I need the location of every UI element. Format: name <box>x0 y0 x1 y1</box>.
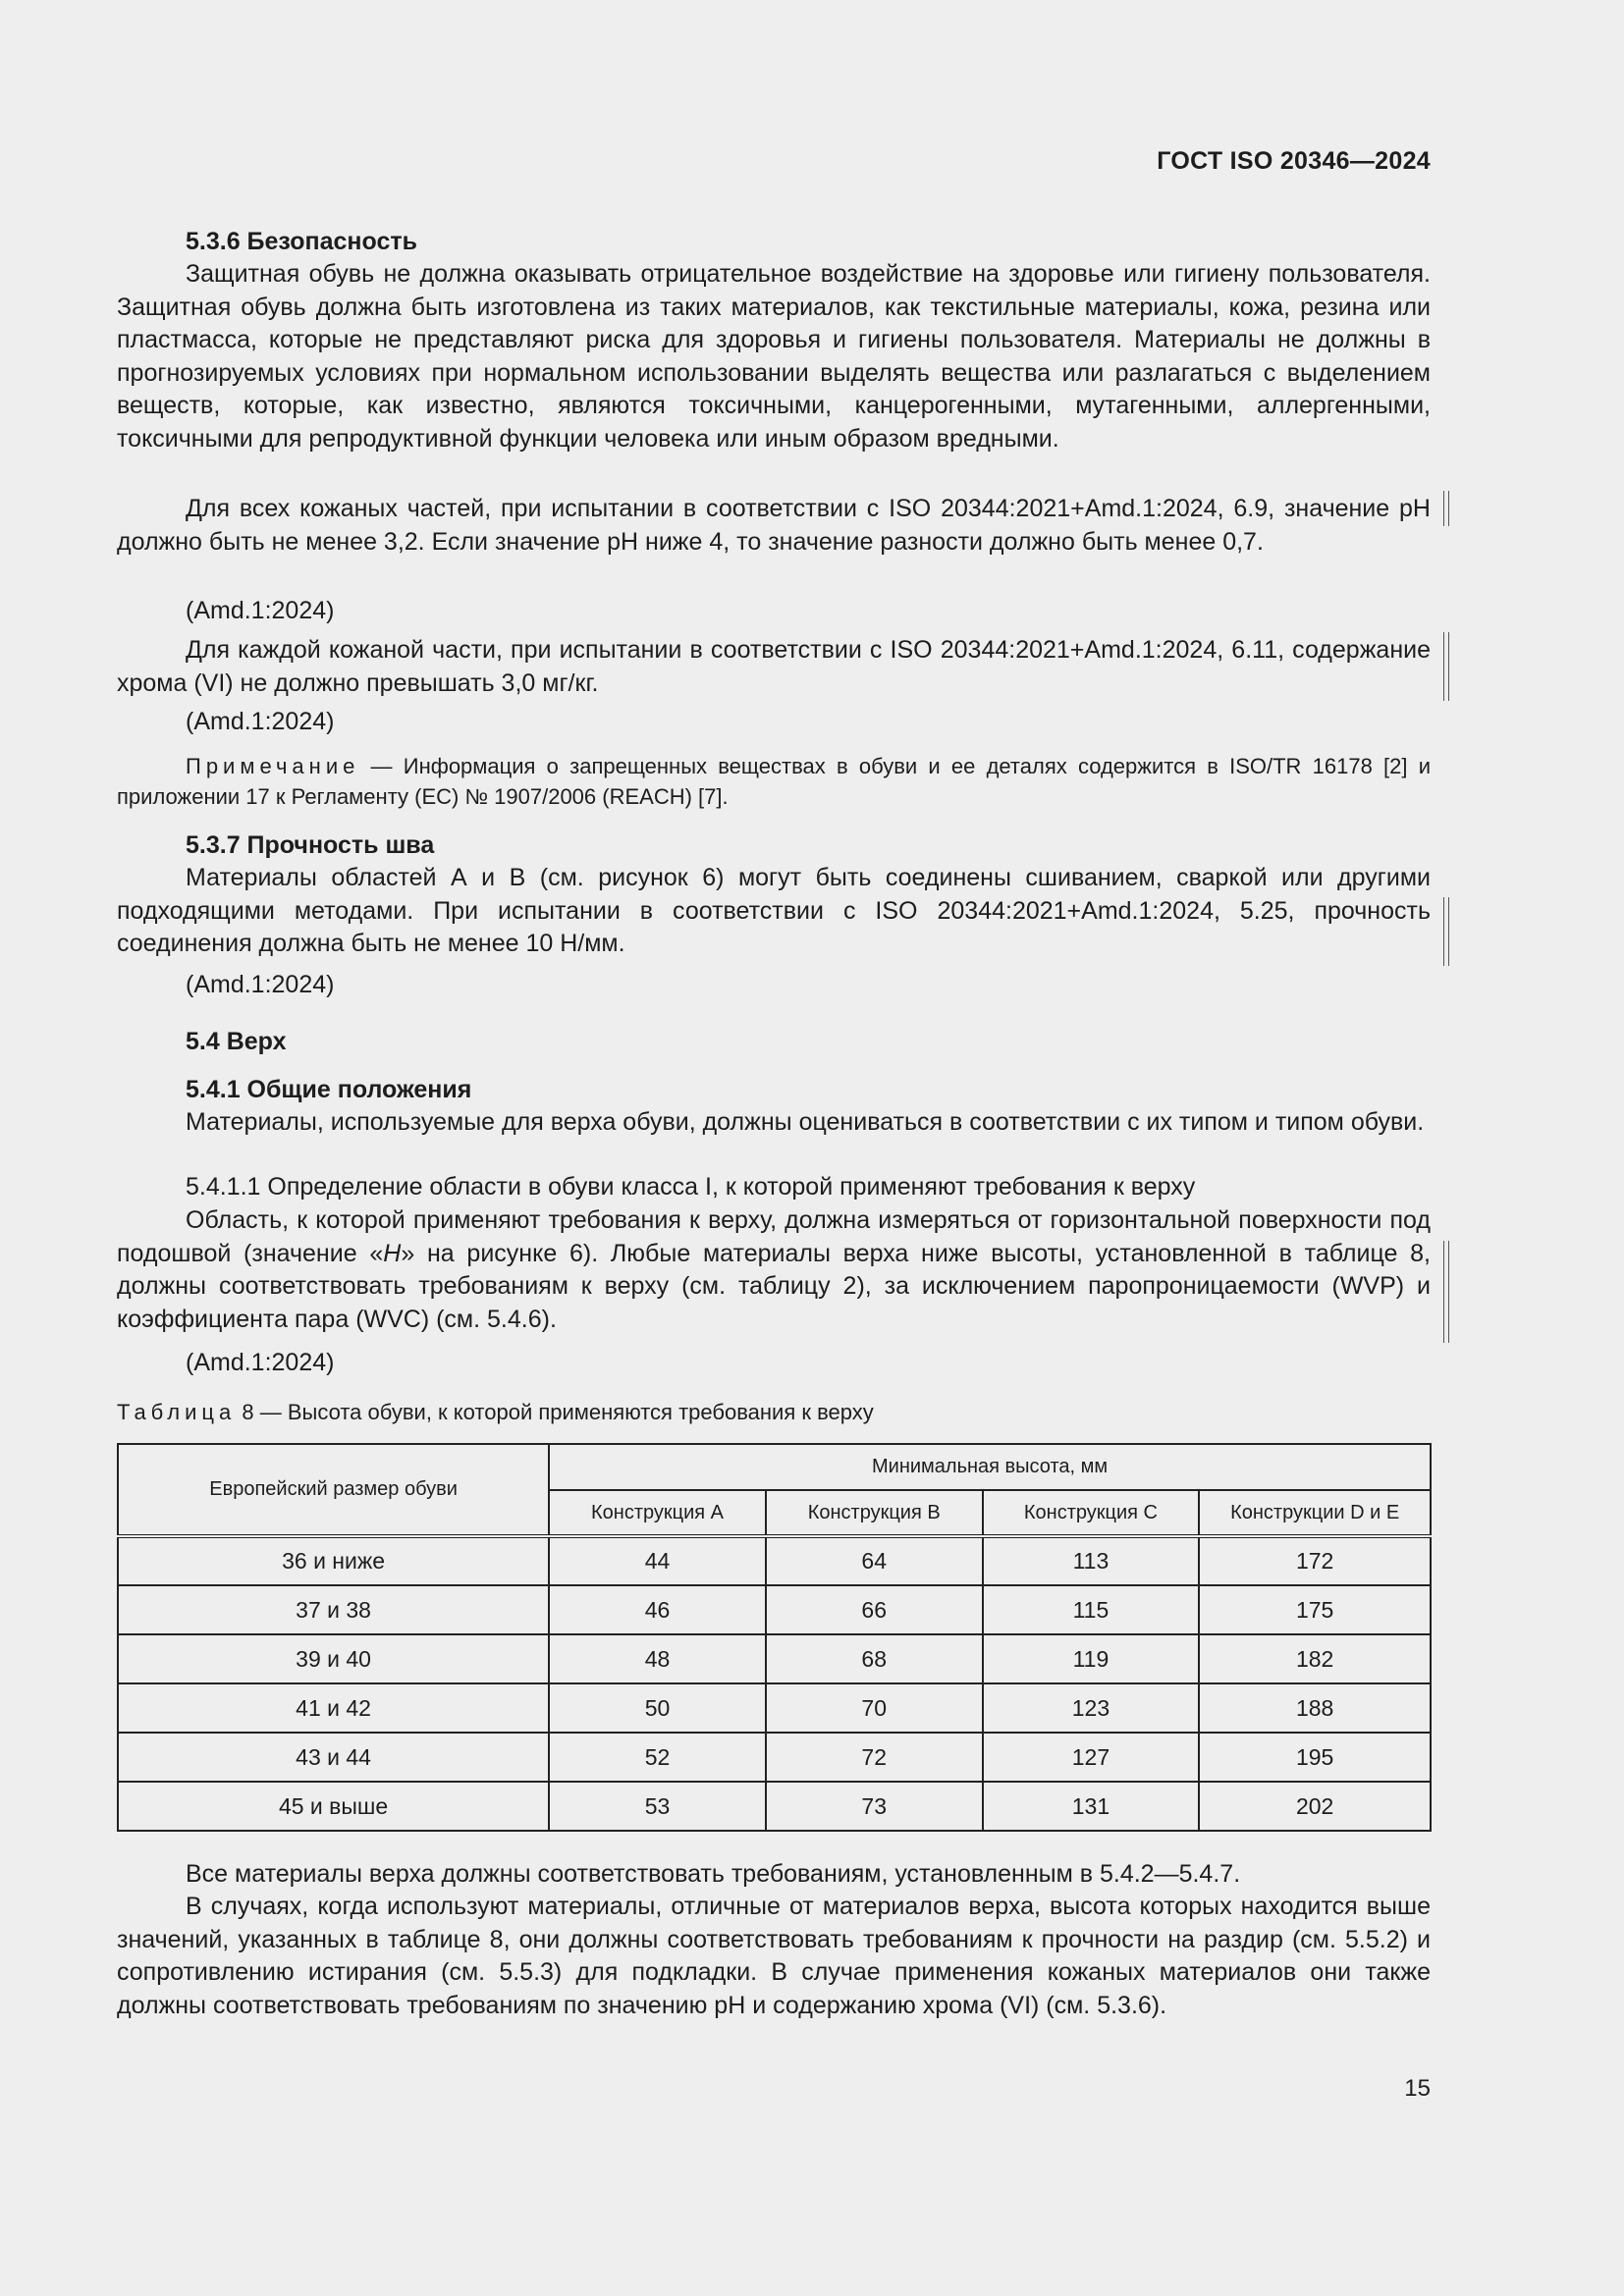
table-cell: 175 <box>1199 1585 1431 1634</box>
paragraph-upper-requirements: Все материалы верха должны соответствовать требованиям, установленным в 5.4.2—5.4.7. <box>186 1860 1241 1888</box>
table-row <box>118 1733 1431 1782</box>
column-header-construction-de: Конструкции D и E <box>1199 1490 1431 1536</box>
table-cell: 115 <box>983 1585 1200 1634</box>
table-cell: 48 <box>549 1634 766 1683</box>
table-row <box>118 1634 1431 1683</box>
table-cell: 66 <box>766 1585 983 1634</box>
table-cell: 70 <box>766 1683 983 1733</box>
page-number: 15 <box>1404 2075 1431 2102</box>
table-cell: 41 и 42 <box>118 1683 549 1733</box>
table-cell: 39 и 40 <box>118 1634 549 1683</box>
column-header-construction-c: Конструкция С <box>983 1490 1200 1536</box>
paragraph-chromium: Для каждой кожаной части, при испытании в соответствии с ISO 20344:2021+Amd.1:2024, 6.11, содержание хрома (VI) не должно превышать 3,0 мг/кг. <box>117 636 1431 697</box>
table-row <box>118 1536 1431 1585</box>
table-cell: 119 <box>983 1634 1200 1683</box>
paragraph-upper-materials: Материалы, используемые для верха обуви, должны оцениваться в соответствии с их типом и типом обуви. <box>186 1108 1425 1136</box>
paragraph-area-measurement: Область, к которой применяют требования к верху, должна измеряться от горизонтальной поверхности под подошвой (значение «H» на рисунке 6). Любые материалы верха ниже высоты, установленной в таблице 8, должны соответствовать требованиям к верху (см. таблицу 2), за исключением паропроницаемости (WVP) и коэффициента пара (WVC) (см. 5.4.6). <box>117 1206 1432 1333</box>
column-header-construction-a: Конструкция А <box>549 1490 766 1536</box>
change-bar <box>1443 491 1449 526</box>
section-heading-5-4-1: 5.4.1 Общие положения <box>186 1076 472 1103</box>
table-cell: 36 и ниже <box>118 1536 549 1585</box>
paragraph-ph: Для всех кожаных частей, при испытании в соответствии с ISO 20344:2021+Amd.1:2024, 6.9, значение pH должно быть не менее 3,2. Если значение pH ниже 4, то значение разности должно быть менее 0,7. <box>117 495 1431 556</box>
change-bar <box>1443 632 1449 701</box>
table-cell: 64 <box>766 1536 983 1585</box>
table-cell: 68 <box>766 1634 983 1683</box>
column-header-size: Европейский размер обуви <box>118 1444 549 1536</box>
table-cell: 37 и 38 <box>118 1585 549 1634</box>
table-cell: 195 <box>1199 1733 1431 1782</box>
document-header: ГОСТ ISO 20346—2024 <box>1157 147 1431 175</box>
table-caption: Таблица 8 — Высота обуви, к которой применяются требования к верху <box>117 1400 874 1424</box>
table-cell: 123 <box>983 1683 1200 1733</box>
table-cell: 127 <box>983 1733 1200 1782</box>
table-cell: 202 <box>1199 1782 1431 1831</box>
table-cell: 46 <box>549 1585 766 1634</box>
amendment-note: (Amd.1:2024) <box>186 971 335 998</box>
table-cell: 45 и выше <box>118 1782 549 1831</box>
table-cell: 188 <box>1199 1683 1431 1733</box>
paragraph-other-materials: В случаях, когда используют материалы, отличные от материалов верха, высота которых находится выше значений, указанных в таблице 8, они должны соответствовать требованиям к прочности на раздир (см. 5.5.2) и сопротивлению истирания (см. 5.5.3) для подкладки. В случае применения кожаных материалов они также должны соответствовать требованиям по значению pH и содержанию хрома (VI) (см. 5.3.6). <box>117 1893 1431 2019</box>
table-row <box>118 1683 1431 1733</box>
table-cell: 53 <box>549 1782 766 1831</box>
table-footwear-height <box>117 1443 1432 1832</box>
section-heading-5-4: 5.4 Верх <box>186 1028 287 1055</box>
table-cell: 43 и 44 <box>118 1733 549 1782</box>
change-bar <box>1443 897 1449 966</box>
section-heading-5-3-7: 5.3.7 Прочность шва <box>186 831 435 859</box>
note-paragraph: Примечание — Информация о запрещенных веществах в обуви и ее деталях содержится в ISO/TR 16178 [2] и приложении 17 к Регламенту (ЕС) № 1907/2006 (REACH) [7]. <box>117 754 1431 809</box>
amendment-note: (Amd.1:2024) <box>186 597 335 624</box>
paragraph-5-4-1-1: 5.4.1.1 Определение области в обуви класса I, к которой применяют требования к верху <box>186 1173 1196 1201</box>
paragraph-safety: Защитная обувь не должна оказывать отрицательное воздействие на здоровье или гигиену пользователя. Защитная обувь должна быть изготовлена из таких материалов, как текстильные материалы, кожа, резина или пластмасса, которые не представляют риска для здоровья и гигиены пользователя. Материалы не должны в прогнозируемых условиях при нормальном использовании выделять вещества или разлагаться с выделением веществ, которые, как известно, являются токсичными, канцерогенными, мутагенными, аллергенными, токсичными для репродуктивной функции человека или иным образом вредными. <box>117 260 1431 453</box>
table-row <box>118 1585 1431 1634</box>
paragraph-seam-strength: Материалы областей А и В (см. рисунок 6) могут быть соединены сшиванием, сваркой или другими подходящими методами. При испытании в соответствии с ISO 20344:2021+Amd.1:2024, 5.25, прочность соединения должна быть не менее 10 Н/мм. <box>117 864 1431 957</box>
table-cell: 182 <box>1199 1634 1431 1683</box>
column-header-construction-b: Конструкция В <box>766 1490 983 1536</box>
table-cell: 44 <box>549 1536 766 1585</box>
table-row <box>118 1782 1431 1831</box>
table-cell: 131 <box>983 1782 1200 1831</box>
change-bar <box>1443 1241 1449 1343</box>
amendment-note: (Amd.1:2024) <box>186 1349 335 1376</box>
table-cell: 73 <box>766 1782 983 1831</box>
table-cell: 52 <box>549 1733 766 1782</box>
table-cell: 50 <box>549 1683 766 1733</box>
column-group-header: Минимальная высота, мм <box>549 1444 1431 1490</box>
section-heading-5-3-6: 5.3.6 Безопасность <box>186 228 417 255</box>
table-cell: 72 <box>766 1733 983 1782</box>
table-cell: 172 <box>1199 1536 1431 1585</box>
table-cell: 113 <box>983 1536 1200 1585</box>
amendment-note: (Amd.1:2024) <box>186 708 335 735</box>
